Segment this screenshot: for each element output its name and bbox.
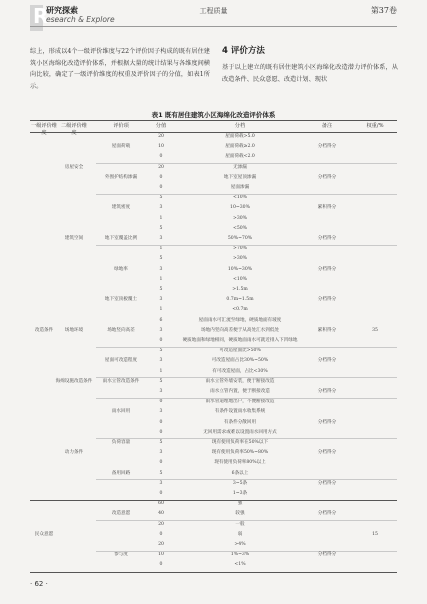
cell-score: 3: [159, 409, 163, 415]
row-divider: [96, 377, 397, 378]
cell-score: 0: [159, 429, 163, 435]
cell-item: 绿地率: [114, 266, 128, 272]
cell-tier: 屋面荷载>5.0: [225, 134, 255, 139]
cell-score: 5: [159, 195, 163, 201]
cell-tier: 无回用需求或难以设置雨水回用方式: [203, 429, 277, 435]
cell-tier: >4%: [234, 542, 246, 547]
cell-level2: 场地环境: [64, 327, 84, 333]
cell-tier: 有条件分散回用: [223, 419, 257, 425]
cell-tier: 屋面雨水可汇流至绿地，硬质地面有坡度: [198, 317, 282, 323]
section-heading: 4 评价方法: [222, 46, 265, 56]
cell-tier: >1.5m: [232, 287, 248, 292]
cell-weight: 15: [372, 531, 378, 537]
cell-tier: 雨水立管内置，便于断接改造: [210, 389, 270, 394]
cell-tier: <50%: [232, 225, 248, 231]
header-item: 评价项: [113, 123, 129, 129]
cell-score: 3: [159, 358, 163, 364]
cell-score: 3: [159, 205, 163, 211]
cell-item: 雨水回用: [111, 409, 131, 415]
cell-score: 0: [159, 338, 163, 343]
cell-score: 3: [159, 297, 163, 303]
cell-score: 10: [158, 144, 164, 150]
section-paragraph: 基于以上建立的既有居住建筑小区海绵化改造潜力评价体系，从改造条件、民众意愿、改造计划、现状: [222, 64, 398, 83]
cell-note: 分档得分: [317, 297, 337, 303]
cell-item: 地下室覆盖比例: [104, 236, 138, 241]
table-header-rule: [30, 132, 397, 133]
cell-item: 备用回路: [111, 470, 131, 476]
cell-score: 0: [159, 399, 163, 405]
cell-tier: 可改造屋面占比30%~50%: [211, 358, 269, 364]
cell-score: 5: [159, 287, 163, 292]
cell-score: 3: [159, 389, 163, 394]
cell-score: 1: [159, 246, 163, 252]
cell-item: 雨水立管改造条件: [102, 378, 140, 384]
cell-note: 分档得分: [317, 419, 337, 425]
cell-note: 分档得分: [317, 144, 337, 150]
cell-tier: 雨水立管外墙安装，便于断接改造: [205, 378, 275, 384]
header-score: 分值: [155, 123, 167, 129]
cell-item: 屋面可改造程度: [104, 358, 138, 364]
cell-note: 分档得分: [317, 174, 337, 180]
table-top-rule: [30, 120, 397, 121]
cell-score: 0: [159, 562, 163, 568]
cell-item: 屋面荷载: [111, 144, 131, 150]
cell-note: 分档得分: [317, 552, 337, 558]
cell-tier: 屋面荷载<2.0: [225, 154, 255, 160]
volume-label: 第37卷: [370, 6, 397, 15]
cell-tier: 现有使用负荷率80%以上: [214, 460, 266, 466]
cell-tier: 3~5条: [232, 480, 248, 486]
cell-tier: 10~30%: [230, 205, 250, 211]
row-divider: [96, 163, 397, 164]
cell-tier: >30%: [232, 256, 248, 262]
cell-level2: 建筑空间: [64, 236, 84, 241]
cell-note: 分档得分: [317, 389, 337, 394]
cell-score: 0: [159, 531, 163, 537]
cell-score: 0: [159, 419, 163, 425]
cell-score: 1: [159, 276, 163, 282]
cell-score: 3: [159, 327, 163, 333]
logo-letter: R: [33, 4, 49, 28]
cell-tier: 强: [237, 501, 243, 507]
row-divider: [96, 194, 397, 195]
cell-tier: 有可改造屋面，占比<30%: [212, 368, 268, 374]
cell-item: 场地竖向高差: [107, 327, 135, 333]
cell-tier: <10%: [232, 276, 248, 282]
cell-item: 外围护结构渗漏: [104, 174, 138, 180]
page-header: [0, 0, 427, 42]
cell-tier: 无渗漏: [233, 164, 247, 170]
cell-score: 40: [158, 511, 164, 517]
header-note: 备注: [321, 123, 333, 129]
cell-tier: <10%: [232, 195, 248, 201]
cell-level1: 民众意愿: [34, 531, 54, 537]
cell-note: 分档得分: [317, 450, 337, 456]
cell-score: 3: [159, 450, 163, 456]
cell-note: 分档得分: [317, 266, 337, 272]
cell-tier: 一般: [235, 521, 245, 527]
cell-tier: 硬质地面和绿地相同，硬质地面雨水可就近排入下凹绿地: [182, 338, 298, 343]
header-tier: 分档: [234, 123, 246, 129]
cell-tier: 弱: [237, 531, 243, 537]
cell-tier: 1%~3%: [230, 552, 250, 558]
cell-item: 参与度: [114, 552, 128, 558]
cell-tier: 现有使用负荷率在50%以下: [211, 440, 269, 445]
cell-item: 负荷容量: [111, 440, 131, 445]
cell-level2: 房屋安全: [64, 164, 84, 170]
cell-tier: 10%~30%: [227, 266, 253, 272]
row-divider: [96, 398, 397, 399]
cell-score: 20: [158, 164, 164, 170]
cell-score: 20: [158, 134, 164, 139]
cell-note: 累积得分: [317, 205, 337, 211]
header-level2: 二级评价维度: [61, 123, 87, 136]
cell-tier: 屋面渗漏: [230, 185, 250, 190]
cell-tier: >30%: [232, 215, 248, 221]
cell-score: 5: [159, 256, 163, 262]
cell-tier: >70%: [232, 246, 248, 252]
header-rule: [30, 26, 397, 27]
cell-score: 0: [159, 460, 163, 466]
table-bottom-rule: [30, 572, 397, 573]
cell-score: 5: [159, 378, 163, 384]
cell-tier: 1~3条: [232, 491, 248, 496]
cell-tier: 现有使用负荷率50%~80%: [211, 450, 269, 456]
cell-tier: 6条以上: [231, 470, 249, 476]
cell-score: 0: [159, 154, 163, 160]
cell-tier: <1%: [234, 562, 246, 568]
cell-score: 20: [158, 521, 164, 527]
cell-tier: 可改造屋面比>50%: [219, 348, 261, 354]
cell-score: 6: [159, 317, 163, 323]
cell-note: 分档得分: [317, 480, 337, 486]
cell-tier: 有条件设置雨水收集系统: [214, 409, 266, 415]
cell-score: 1: [159, 307, 163, 313]
cell-score: 1: [159, 215, 163, 221]
cell-score: 60: [158, 501, 164, 507]
cell-note: 分档得分: [317, 511, 337, 517]
row-divider: [96, 520, 397, 521]
cell-level2: 海绵设施改造条件: [55, 378, 93, 384]
cell-tier: 较强: [235, 511, 245, 517]
table-caption: 表1 既有居住建筑小区海绵化改造评价体系: [151, 111, 276, 119]
cell-note: 分档得分: [317, 358, 337, 364]
cell-item: 建筑密度: [111, 205, 131, 211]
cell-level2: 动力条件: [64, 450, 84, 456]
journal-name: 工程质量: [199, 7, 228, 15]
cell-tier: 雨水管道埋地出户，不便断接改造: [205, 399, 275, 405]
column-title: 研究探索: [46, 6, 78, 15]
cell-score: 3: [159, 266, 163, 272]
header-weight: 权重/%: [366, 123, 384, 129]
cell-weight: 35: [372, 327, 378, 333]
cell-tier: 屋面荷载≥2.0: [225, 144, 255, 150]
cell-score: 0: [159, 185, 163, 190]
intro-paragraph: 综上，形成以4个一级评价维度与22个评价因子构成的既有居住建筑小区海绵化改造评价体系，并根据大量的统计结果与各维度间横向比较，确定了一级评价维度的权重及评价因子的分值，如表1所示。: [30, 48, 210, 90]
cell-note: 分档得分: [317, 236, 337, 241]
row-divider: [96, 438, 397, 439]
row-divider: [96, 347, 397, 348]
cell-tier: 地下室屋顶渗漏: [223, 174, 257, 180]
cell-score: 3: [159, 480, 163, 486]
cell-score: 0: [159, 491, 163, 496]
row-divider: [96, 551, 397, 552]
cell-tier: 50%~70%: [227, 236, 253, 241]
cell-score: 5: [159, 348, 163, 354]
cell-tier: 0.7m~1.5m: [226, 297, 254, 303]
cell-score: 5: [159, 440, 163, 445]
cell-score: 10: [158, 552, 164, 558]
header-level1: 一级评价维度: [31, 123, 57, 136]
cell-tier: 场地内竖向高差便于从高处汇水到低处: [200, 327, 280, 333]
dimension-divider: [30, 500, 397, 501]
cell-score: 1: [159, 368, 163, 374]
cell-level1: 改造条件: [34, 327, 54, 333]
row-divider: [96, 245, 397, 246]
cell-note: 累积得分: [317, 327, 337, 333]
cell-score: 0: [159, 174, 163, 180]
cell-score: 5: [159, 470, 163, 476]
cell-score: 20: [158, 542, 164, 547]
cell-score: 5: [159, 225, 163, 231]
column-subtitle: esearch & Explore: [46, 15, 115, 24]
cell-item: 地下室顶板覆土: [104, 297, 138, 303]
cell-tier: <0.7m: [232, 307, 248, 313]
page-number: · 62 ·: [30, 580, 48, 588]
cell-item: 改造意愿: [111, 511, 131, 517]
cell-score: 3: [159, 236, 163, 241]
row-divider: [96, 479, 397, 480]
